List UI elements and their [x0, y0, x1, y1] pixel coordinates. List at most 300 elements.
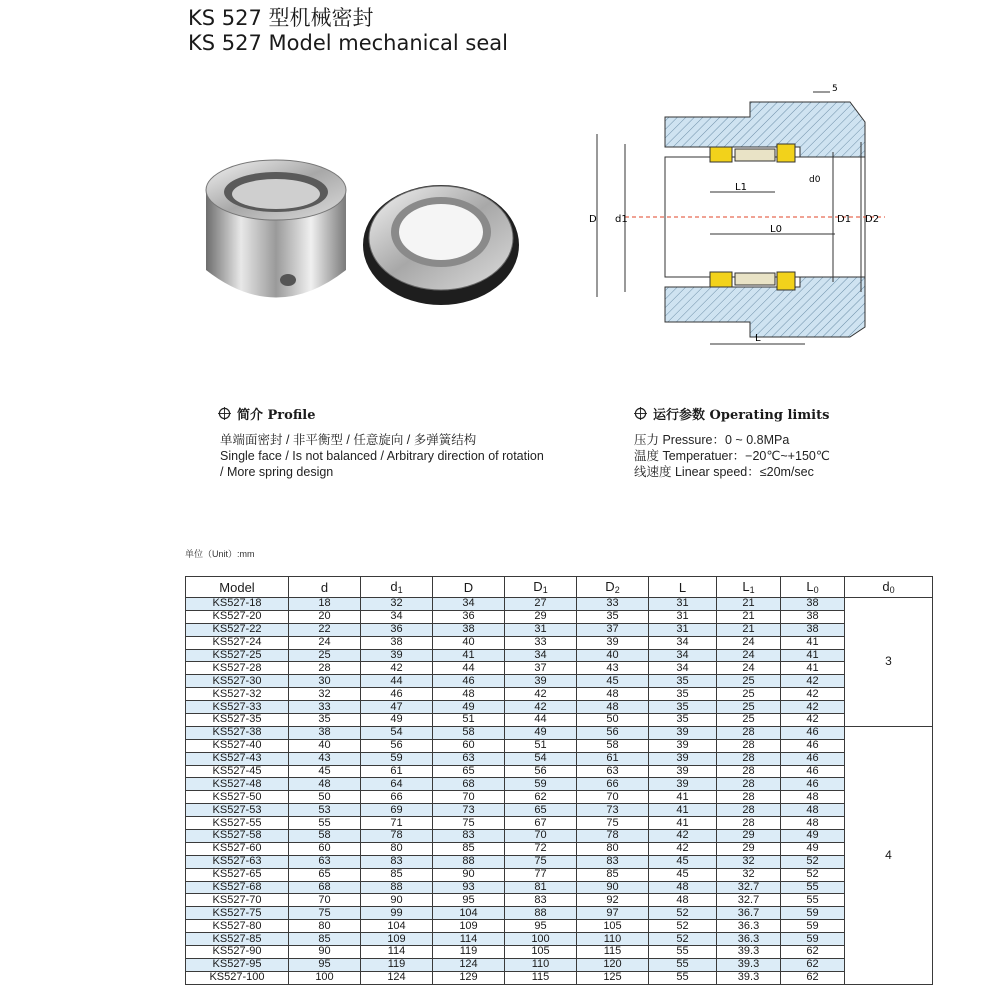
table-row [186, 971, 933, 984]
value-cell: 42 [781, 714, 845, 727]
value-cell: 85 [577, 868, 649, 881]
profile-heading [218, 404, 315, 423]
value-cell: 56 [361, 739, 433, 752]
value-cell: 24 [717, 636, 781, 649]
value-cell: 75 [433, 817, 505, 830]
table-row [186, 842, 933, 855]
value-cell: 51 [433, 714, 505, 727]
column-header [361, 577, 433, 598]
table-row [186, 894, 933, 907]
title-block [188, 6, 508, 56]
title-english: KS 527 Model mechanical seal [188, 31, 508, 55]
value-cell: 92 [577, 894, 649, 907]
value-cell: 48 [577, 688, 649, 701]
limits-heading [634, 404, 829, 423]
value-cell: 50 [289, 791, 361, 804]
value-cell: 24 [717, 662, 781, 675]
column-header-main: L [806, 579, 814, 594]
column-header [845, 577, 933, 598]
value-cell: 58 [577, 739, 649, 752]
value-cell: 37 [505, 662, 577, 675]
table-row [186, 933, 933, 946]
model-cell: KS527-43 [186, 752, 289, 765]
value-cell: 35 [649, 688, 717, 701]
value-cell: 42 [505, 701, 577, 714]
model-cell: KS527-58 [186, 830, 289, 843]
value-cell: 54 [361, 726, 433, 739]
value-cell: 53 [289, 804, 361, 817]
table-row [186, 958, 933, 971]
value-cell: 38 [781, 610, 845, 623]
target-icon [634, 407, 647, 420]
column-header-subscript: 0 [889, 585, 895, 595]
value-cell: 97 [577, 907, 649, 920]
value-cell: 32.7 [717, 894, 781, 907]
table-body [186, 598, 933, 985]
value-cell: 33 [505, 636, 577, 649]
value-cell: 20 [289, 610, 361, 623]
value-cell: 75 [289, 907, 361, 920]
value-cell: 42 [781, 675, 845, 688]
value-cell: 85 [433, 842, 505, 855]
column-header [186, 577, 289, 598]
value-cell: 83 [577, 855, 649, 868]
value-cell: 52 [649, 933, 717, 946]
value-cell: 100 [289, 971, 361, 984]
value-cell: 29 [717, 842, 781, 855]
value-cell: 70 [577, 791, 649, 804]
value-cell: 52 [781, 855, 845, 868]
value-cell: 39 [649, 765, 717, 778]
value-cell: 62 [781, 971, 845, 984]
column-header-main: L [742, 579, 750, 594]
value-cell: 59 [781, 920, 845, 933]
model-cell: KS527-25 [186, 649, 289, 662]
value-cell: 38 [361, 636, 433, 649]
value-cell: 115 [505, 971, 577, 984]
value-cell: 18 [289, 598, 361, 611]
value-cell: 95 [289, 958, 361, 971]
value-cell: 55 [781, 881, 845, 894]
profile-line-1: 单端面密封 / 非平衡型 / 任意旋向 / 多弹簧结构 [220, 433, 477, 447]
table-header-row [186, 577, 933, 598]
column-header [433, 577, 505, 598]
table-row [186, 688, 933, 701]
table-row [186, 765, 933, 778]
value-cell: 48 [781, 817, 845, 830]
value-cell: 125 [577, 971, 649, 984]
column-header-subscript: 0 [813, 585, 819, 595]
value-cell: 28 [717, 817, 781, 830]
model-cell: KS527-40 [186, 739, 289, 752]
value-cell: 39 [361, 649, 433, 662]
value-cell: 39 [649, 739, 717, 752]
value-cell: 32.7 [717, 881, 781, 894]
label-L1: L1 [735, 182, 747, 193]
value-cell: 58 [433, 726, 505, 739]
value-cell: 70 [289, 894, 361, 907]
value-cell: 104 [361, 920, 433, 933]
table-row [186, 817, 933, 830]
value-cell: 41 [433, 649, 505, 662]
value-cell: 33 [289, 701, 361, 714]
value-cell: 38 [433, 623, 505, 636]
value-cell: 41 [649, 791, 717, 804]
value-cell: 28 [717, 765, 781, 778]
value-cell: 65 [289, 868, 361, 881]
value-cell: 39.3 [717, 958, 781, 971]
value-cell: 65 [433, 765, 505, 778]
table-row [186, 714, 933, 727]
value-cell: 55 [649, 971, 717, 984]
value-cell: 42 [361, 662, 433, 675]
value-cell: 48 [649, 881, 717, 894]
value-cell: 42 [781, 688, 845, 701]
column-header-subscript: 1 [542, 585, 548, 595]
value-cell: 56 [577, 726, 649, 739]
value-cell: 48 [289, 778, 361, 791]
profile-text [220, 432, 544, 480]
column-header [717, 577, 781, 598]
table-row [186, 907, 933, 920]
value-cell: 70 [505, 830, 577, 843]
model-cell: KS527-48 [186, 778, 289, 791]
value-cell: 105 [577, 920, 649, 933]
value-cell: 42 [649, 830, 717, 843]
value-cell: 68 [289, 881, 361, 894]
table-row [186, 804, 933, 817]
limits-temperature: 温度 Temperatuer：−20℃~+150℃ [634, 449, 830, 463]
value-cell: 28 [289, 662, 361, 675]
value-cell: 39.3 [717, 971, 781, 984]
value-cell: 27 [505, 598, 577, 611]
value-cell: 59 [505, 778, 577, 791]
value-cell: 47 [361, 701, 433, 714]
value-cell: 48 [781, 791, 845, 804]
value-cell: 52 [781, 868, 845, 881]
value-cell: 88 [361, 881, 433, 894]
value-cell: 80 [361, 842, 433, 855]
value-cell: 56 [505, 765, 577, 778]
model-cell: KS527-53 [186, 804, 289, 817]
label-L: L [755, 333, 761, 344]
value-cell: 48 [649, 894, 717, 907]
value-cell: 59 [781, 933, 845, 946]
model-cell: KS527-28 [186, 662, 289, 675]
value-cell: 83 [433, 830, 505, 843]
table-row [186, 946, 933, 959]
value-cell: 58 [289, 830, 361, 843]
label-gap: 5 [832, 84, 838, 94]
value-cell: 35 [649, 701, 717, 714]
value-cell: 83 [361, 855, 433, 868]
value-cell: 95 [433, 894, 505, 907]
value-cell: 34 [433, 598, 505, 611]
value-cell: 77 [505, 868, 577, 881]
value-cell: 61 [361, 765, 433, 778]
value-cell: 75 [577, 817, 649, 830]
value-cell: 49 [781, 830, 845, 843]
value-cell: 63 [289, 855, 361, 868]
value-cell: 45 [649, 855, 717, 868]
value-cell: 46 [781, 726, 845, 739]
profile-line-3: / More spring design [220, 465, 334, 479]
table-row [186, 610, 933, 623]
value-cell: 69 [361, 804, 433, 817]
value-cell: 28 [717, 791, 781, 804]
model-cell: KS527-90 [186, 946, 289, 959]
value-cell: 119 [433, 946, 505, 959]
value-cell: 63 [577, 765, 649, 778]
label-D2: D2 [865, 214, 880, 225]
value-cell: 55 [289, 817, 361, 830]
value-cell: 30 [289, 675, 361, 688]
value-cell: 115 [577, 946, 649, 959]
model-cell: KS527-24 [186, 636, 289, 649]
value-cell: 21 [717, 623, 781, 636]
table-row [186, 855, 933, 868]
value-cell: 39 [649, 726, 717, 739]
table-row [186, 675, 933, 688]
value-cell: 42 [505, 688, 577, 701]
value-cell: 33 [577, 598, 649, 611]
model-cell: KS527-65 [186, 868, 289, 881]
model-cell: KS527-38 [186, 726, 289, 739]
value-cell: 25 [289, 649, 361, 662]
value-cell: 66 [361, 791, 433, 804]
value-cell: 32 [361, 598, 433, 611]
unit-label: 单位（Unit）:mm [185, 549, 255, 559]
value-cell: 28 [717, 726, 781, 739]
value-cell: 51 [505, 739, 577, 752]
value-cell: 45 [289, 765, 361, 778]
target-icon [218, 407, 231, 420]
column-header-main: D [605, 579, 615, 594]
value-cell: 39 [649, 778, 717, 791]
value-cell: 35 [289, 714, 361, 727]
column-header [289, 577, 361, 598]
value-cell: 110 [577, 933, 649, 946]
value-cell: 71 [361, 817, 433, 830]
label-L0: L0 [770, 224, 782, 235]
value-cell: 36.7 [717, 907, 781, 920]
model-cell: KS527-35 [186, 714, 289, 727]
value-cell: 46 [781, 739, 845, 752]
value-cell: 25 [717, 714, 781, 727]
value-cell: 49 [433, 701, 505, 714]
table-row [186, 778, 933, 791]
value-cell: 38 [781, 623, 845, 636]
model-cell: KS527-30 [186, 675, 289, 688]
value-cell: 40 [577, 649, 649, 662]
table-row [186, 636, 933, 649]
value-cell: 46 [781, 778, 845, 791]
model-cell: KS527-55 [186, 817, 289, 830]
column-header-main: L [678, 579, 687, 595]
value-cell: 21 [717, 610, 781, 623]
value-cell: 49 [505, 726, 577, 739]
value-cell: 32 [717, 868, 781, 881]
limits-text [634, 432, 830, 480]
table-row [186, 649, 933, 662]
value-cell: 54 [505, 752, 577, 765]
value-cell: 88 [505, 907, 577, 920]
value-cell: 90 [577, 881, 649, 894]
model-cell: KS527-100 [186, 971, 289, 984]
value-cell: 60 [433, 739, 505, 752]
model-cell: KS527-33 [186, 701, 289, 714]
value-cell: 129 [433, 971, 505, 984]
value-cell: 104 [433, 907, 505, 920]
value-cell: 64 [361, 778, 433, 791]
value-cell: 40 [289, 739, 361, 752]
value-cell: 72 [505, 842, 577, 855]
model-cell: KS527-80 [186, 920, 289, 933]
value-cell: 90 [361, 894, 433, 907]
table-row [186, 701, 933, 714]
model-cell: KS527-75 [186, 907, 289, 920]
value-cell: 66 [577, 778, 649, 791]
value-cell: 73 [433, 804, 505, 817]
label-d0: d0 [809, 175, 821, 185]
spec-table [185, 576, 933, 985]
value-cell: 110 [505, 958, 577, 971]
value-cell: 41 [781, 636, 845, 649]
value-cell: 38 [289, 726, 361, 739]
seat-ring-image [363, 185, 519, 305]
value-cell: 36 [361, 623, 433, 636]
table-row [186, 662, 933, 675]
value-cell: 61 [577, 752, 649, 765]
value-cell: 55 [649, 958, 717, 971]
value-cell: 124 [433, 958, 505, 971]
value-cell: 29 [505, 610, 577, 623]
value-cell: 62 [781, 946, 845, 959]
column-header-main: D [463, 579, 474, 595]
value-cell: 93 [433, 881, 505, 894]
value-cell: 46 [781, 752, 845, 765]
column-header-subscript: 1 [749, 585, 755, 595]
column-header-main: d [882, 579, 890, 594]
seal-body-image [206, 160, 346, 298]
label-D: D [589, 214, 597, 225]
d0-group-cell: 4 [845, 726, 933, 984]
table-row [186, 752, 933, 765]
profile-line-2: Single face / Is not balanced / Arbitrary direction of rotation [220, 449, 544, 463]
value-cell: 119 [361, 958, 433, 971]
value-cell: 35 [649, 675, 717, 688]
column-header [505, 577, 577, 598]
value-cell: 88 [433, 855, 505, 868]
value-cell: 80 [289, 920, 361, 933]
value-cell: 34 [505, 649, 577, 662]
value-cell: 63 [433, 752, 505, 765]
value-cell: 39.3 [717, 946, 781, 959]
model-cell: KS527-18 [186, 598, 289, 611]
cross-section-drawing [585, 82, 890, 357]
value-cell: 41 [781, 662, 845, 675]
value-cell: 55 [781, 894, 845, 907]
column-header-main: d [320, 579, 329, 595]
value-cell: 48 [781, 804, 845, 817]
value-cell: 70 [433, 791, 505, 804]
value-cell: 40 [433, 636, 505, 649]
value-cell: 32 [717, 855, 781, 868]
value-cell: 34 [649, 636, 717, 649]
value-cell: 25 [717, 701, 781, 714]
value-cell: 48 [433, 688, 505, 701]
value-cell: 65 [505, 804, 577, 817]
value-cell: 28 [717, 752, 781, 765]
value-cell: 52 [649, 920, 717, 933]
value-cell: 60 [289, 842, 361, 855]
value-cell: 80 [577, 842, 649, 855]
value-cell: 45 [649, 868, 717, 881]
value-cell: 41 [781, 649, 845, 662]
value-cell: 109 [433, 920, 505, 933]
model-cell: KS527-45 [186, 765, 289, 778]
value-cell: 24 [289, 636, 361, 649]
value-cell: 100 [505, 933, 577, 946]
model-cell: KS527-60 [186, 842, 289, 855]
value-cell: 43 [289, 752, 361, 765]
value-cell: 85 [289, 933, 361, 946]
table-row [186, 739, 933, 752]
table-row [186, 598, 933, 611]
value-cell: 62 [505, 791, 577, 804]
value-cell: 109 [361, 933, 433, 946]
value-cell: 39 [505, 675, 577, 688]
product-photo [196, 150, 526, 320]
value-cell: 67 [505, 817, 577, 830]
column-header-main: Model [219, 579, 255, 595]
column-header [781, 577, 845, 598]
value-cell: 73 [577, 804, 649, 817]
value-cell: 37 [577, 623, 649, 636]
table-row [186, 791, 933, 804]
value-cell: 44 [361, 675, 433, 688]
value-cell: 28 [717, 804, 781, 817]
value-cell: 90 [289, 946, 361, 959]
value-cell: 48 [577, 701, 649, 714]
value-cell: 32 [289, 688, 361, 701]
table-row [186, 920, 933, 933]
model-cell: KS527-68 [186, 881, 289, 894]
table-row [186, 881, 933, 894]
value-cell: 105 [505, 946, 577, 959]
value-cell: 50 [577, 714, 649, 727]
value-cell: 85 [361, 868, 433, 881]
value-cell: 21 [717, 598, 781, 611]
value-cell: 42 [781, 701, 845, 714]
value-cell: 44 [433, 662, 505, 675]
model-cell: KS527-95 [186, 958, 289, 971]
value-cell: 59 [781, 907, 845, 920]
value-cell: 39 [577, 636, 649, 649]
value-cell: 34 [649, 662, 717, 675]
value-cell: 24 [717, 649, 781, 662]
limits-heading-text: 运行参数 Operating limits [653, 408, 830, 423]
title-chinese: KS 527 型机械密封 [188, 6, 374, 30]
d0-group-cell: 3 [845, 598, 933, 727]
value-cell: 28 [717, 739, 781, 752]
value-cell: 44 [505, 714, 577, 727]
label-d1: d1 [615, 214, 628, 225]
value-cell: 35 [649, 714, 717, 727]
value-cell: 41 [649, 804, 717, 817]
value-cell: 46 [433, 675, 505, 688]
value-cell: 75 [505, 855, 577, 868]
